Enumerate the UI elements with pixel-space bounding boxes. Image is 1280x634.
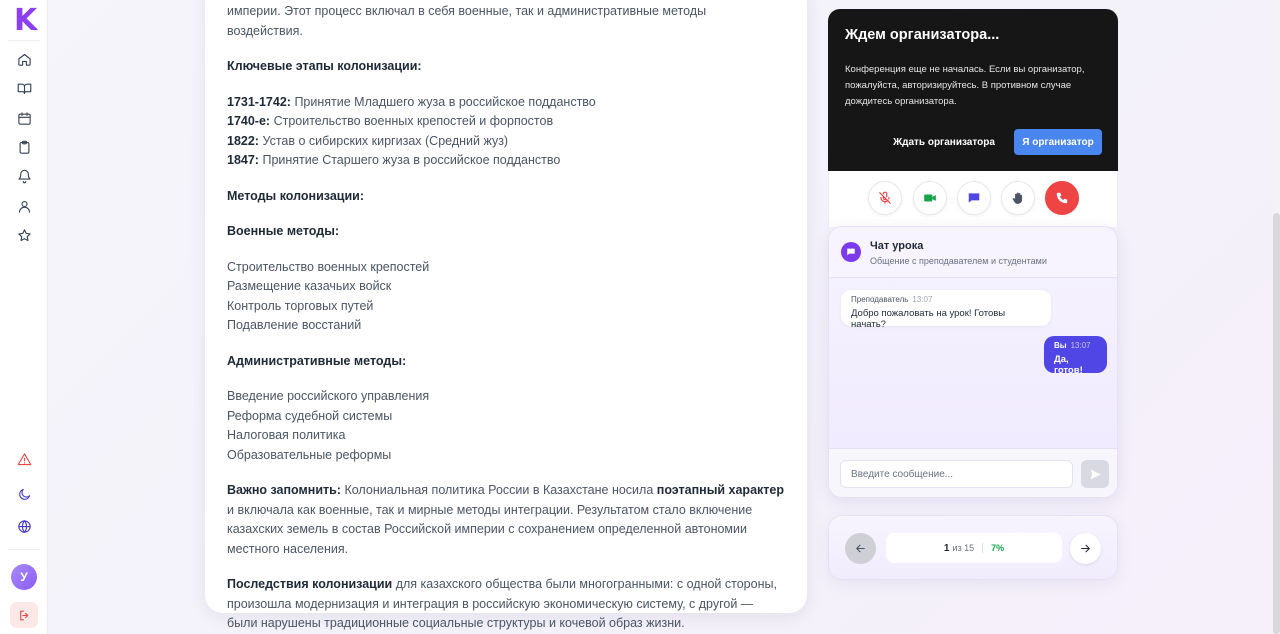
page-indicator	[886, 533, 1062, 563]
page-total: из 15	[952, 543, 975, 553]
avatar[interactable]: У	[11, 564, 37, 590]
list-item: Строительство военных крепостей	[227, 259, 430, 274]
hand-icon[interactable]	[1001, 181, 1035, 215]
stage-item: 1731-1742: Принятие Младшего жуза в российское подданство	[227, 94, 596, 109]
phone-icon	[1055, 191, 1069, 205]
message-time: 13:07	[1070, 341, 1091, 350]
chat-subtitle: Общение с преподавателем и студентами	[870, 256, 1047, 266]
calendar-icon[interactable]	[14, 108, 34, 128]
bell-icon[interactable]	[14, 166, 34, 186]
list-item: Размещение казачьих войск	[227, 279, 392, 293]
video-icon[interactable]	[913, 181, 947, 215]
wait-organizer-button[interactable]: Ждать организатора	[893, 136, 995, 148]
message-text: Добро пожаловать на урок! Готовы начать?	[851, 308, 1006, 330]
message-author: Преподаватель	[851, 295, 909, 304]
remember-paragraph: Важно запомнить: Колониальная политика России в Казахстане носила поэтапный характер и включала как военные, так и мирные методы интеграции. Результатом стало включение казахских земель в состав Российской империи с сохранением определенной автономии местного населения.	[227, 483, 784, 556]
message-input[interactable]	[840, 460, 1073, 488]
send-button[interactable]	[1081, 460, 1109, 488]
list-item: Контроль торговых путей	[227, 298, 374, 313]
current-page: 1	[943, 542, 950, 554]
chat-message-incoming	[841, 290, 1051, 330]
sidebar-divider	[8, 549, 40, 550]
message-author: Вы	[1054, 341, 1067, 350]
globe-icon[interactable]	[14, 516, 34, 536]
lesson-pager	[828, 515, 1118, 580]
conference-message: Конференция еще не началась. Если вы организатор, пожалуйста, авторизируйтесь. В противном случае дождитесь организатора.	[845, 64, 1085, 107]
video-conference-panel	[828, 9, 1118, 171]
lesson-chat	[828, 226, 1118, 498]
send-icon	[1089, 468, 1102, 481]
consequences-paragraph: Последствия колонизации для казахского общества были многогранными: с одной стороны, произошла модернизация и интеграция в российскую экономическую систему, с другой — были нарушены традиционные социальные структуры и кочевой образ жизни.	[227, 577, 777, 630]
intro-text: империи. Этот процесс включал в себя военные, так и административные методы воздействия.	[227, 4, 707, 38]
book-icon[interactable]	[14, 78, 34, 98]
conference-title: Ждем организатора...	[845, 27, 1000, 43]
admin-heading: Административные методы:	[227, 353, 407, 368]
chat-icon[interactable]	[957, 181, 991, 215]
chat-composer	[829, 448, 1117, 498]
call-controls	[828, 171, 1118, 227]
divider	[982, 543, 983, 553]
list-item: Введение российского управления	[227, 389, 430, 403]
chat-bubble-icon	[841, 242, 861, 262]
stage-item: 1740-е: Строительство военных крепостей и форпостов	[227, 114, 554, 128]
methods-heading: Методы колонизации:	[227, 188, 364, 203]
stages-heading: Ключевые этапы колонизации:	[227, 59, 422, 73]
progress-percent: 7%	[991, 543, 1005, 553]
clipboard-icon[interactable]	[14, 137, 34, 157]
military-heading: Военные методы:	[227, 224, 340, 238]
list-item: Образовательные реформы	[227, 447, 392, 462]
stage-item: 1822: Устав о сибирских киргизах (Средний жуз)	[227, 133, 509, 148]
chat-message-outgoing	[1044, 336, 1107, 376]
logout-icon	[18, 609, 31, 622]
alert-triangle-icon[interactable]	[14, 449, 34, 469]
list-item: Реформа судебной системы	[227, 408, 393, 423]
sidebar	[0, 0, 48, 634]
message-text: Да, готов!	[1054, 354, 1083, 376]
end-call-button[interactable]	[1045, 181, 1079, 215]
arrow-left-icon	[854, 542, 867, 555]
chat-title: Чат урока	[870, 240, 924, 252]
i-am-organizer-button[interactable]: Я организатор	[1014, 129, 1102, 155]
chat-header	[829, 227, 1117, 278]
prev-page-button[interactable]	[845, 533, 876, 564]
sidebar-divider	[8, 40, 40, 41]
mic-off-icon[interactable]	[868, 181, 902, 215]
user-icon[interactable]	[14, 196, 34, 216]
home-icon[interactable]	[14, 49, 34, 69]
star-icon[interactable]	[14, 225, 34, 245]
message-time: 13:07	[912, 295, 933, 304]
list-item: Подавление восстаний	[227, 318, 362, 332]
moon-icon[interactable]	[14, 484, 34, 504]
lesson-content	[205, 0, 807, 630]
list-item: Налоговая политика	[227, 428, 346, 442]
arrow-right-icon	[1079, 542, 1092, 555]
next-page-button[interactable]	[1070, 533, 1101, 564]
app-logo[interactable]: K	[14, 3, 38, 38]
logout-button[interactable]	[10, 602, 38, 628]
stage-item: 1847: Принятие Старшего жуза в российское подданство	[227, 153, 561, 167]
scrollbar[interactable]	[1273, 213, 1280, 634]
